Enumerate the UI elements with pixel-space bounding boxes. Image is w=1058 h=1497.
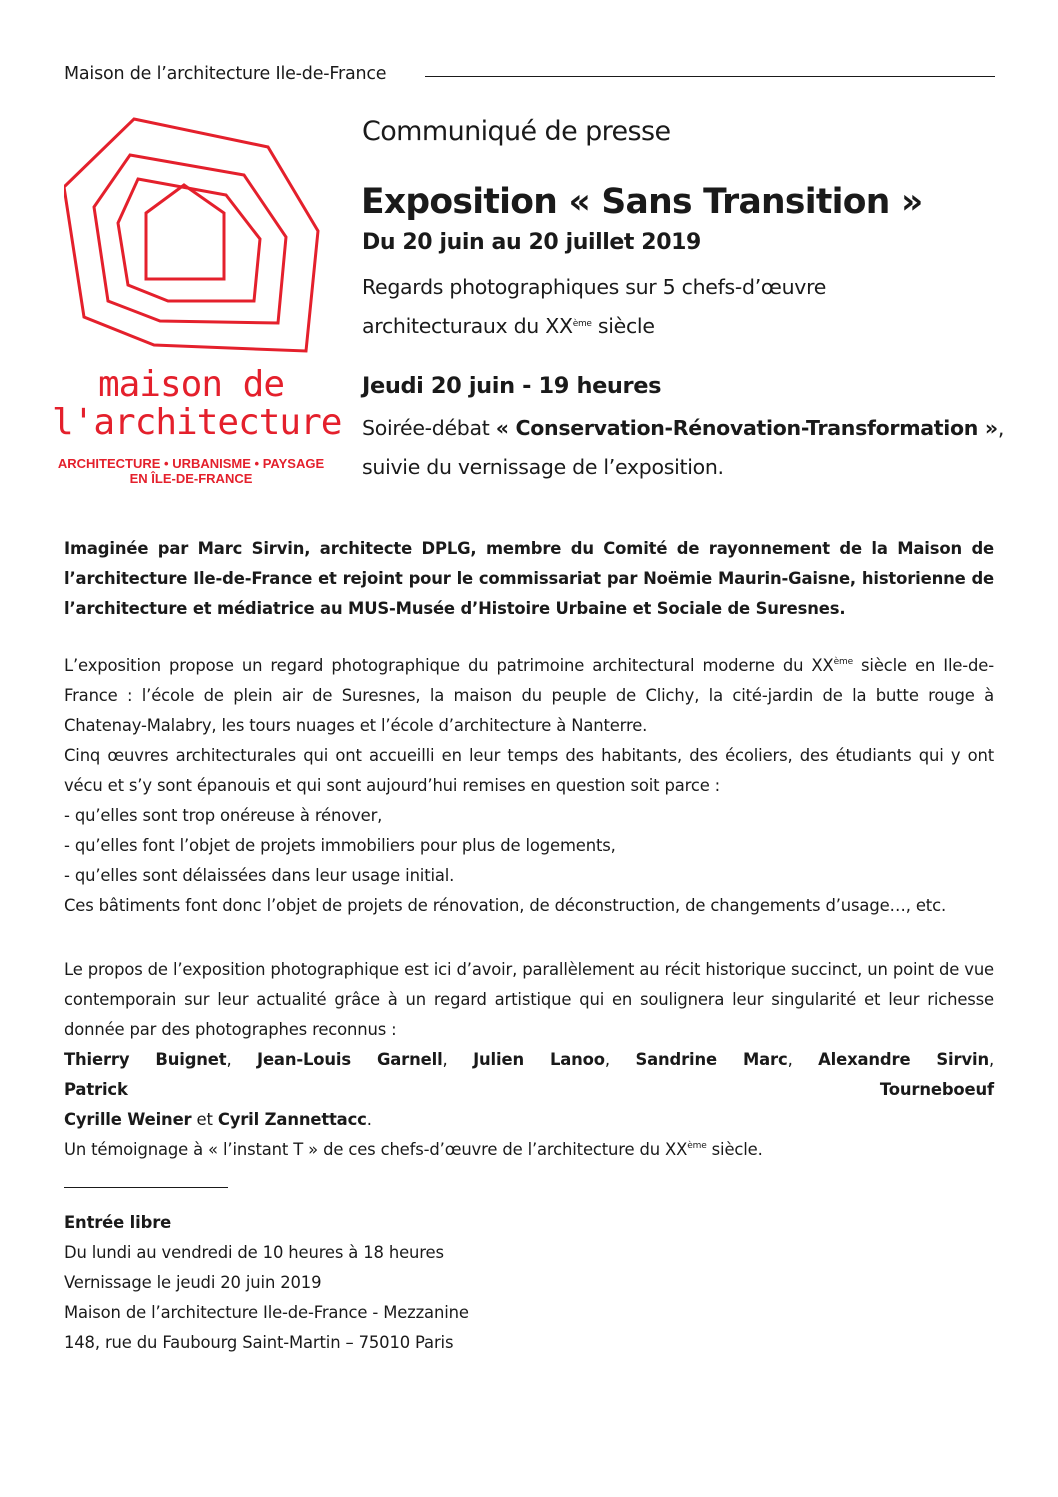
venue-name: Maison de l’architecture Ile-de-France - Mezzanine <box>64 1303 469 1322</box>
event-description <box>362 409 1012 487</box>
exhibition-dates: Du 20 juin au 20 juillet 2019 <box>362 230 701 255</box>
exhibition-subtitle <box>362 268 982 346</box>
photographer-name: Alexandre Sirvin <box>818 1050 989 1069</box>
header-rule <box>425 76 995 77</box>
list-separator: , <box>988 1050 995 1069</box>
closing-line <box>64 1135 994 1165</box>
photographers-line1 <box>64 1045 994 1105</box>
exhibition-purpose <box>64 955 994 1165</box>
photographer-name: Sandrine Marc <box>635 1050 788 1069</box>
description-conclusion: Ces bâtiments font donc l’objet de projets de rénovation, de déconstruction, de changements d’usage…, etc. <box>64 896 947 915</box>
event-desc-start: Soirée-débat <box>362 416 496 440</box>
list-end: . <box>366 1110 372 1129</box>
bullet-item: - qu’elles sont trop onéreuse à rénover, <box>64 806 383 825</box>
practical-info <box>64 1208 469 1358</box>
list-separator: , <box>787 1050 819 1069</box>
list-separator: , <box>226 1050 257 1069</box>
logo-wordmark-line1: maison de <box>97 364 285 405</box>
exhibition-description <box>64 651 994 921</box>
subtitle-line2: architecturaux du XX <box>362 314 573 338</box>
description-works: Cinq œuvres architecturales qui ont accueilli en leur temps des habitants, des écoliers, des étudiants qui y ont vécu et s’y sont épanouis et qui sont aujourd’hui remises en question soit parce : <box>64 746 994 795</box>
purpose-text: Le propos de l’exposition photographique est ici d’avoir, parallèlement au récit historique succinct, un point de vue contemporain sur leur actualité grâce à un regard artistique qui en soulignera leur singularité et leur richesse donnée par des photographes reconnus : <box>64 960 994 1039</box>
subtitle-line2-end: siècle <box>591 314 655 338</box>
list-separator: et <box>191 1110 218 1129</box>
photographer-name: Cyril Zannettacc <box>217 1110 367 1129</box>
photographer-name: Cyrille Weiner <box>64 1110 192 1129</box>
photographer-name: Patrick Tourneboeuf <box>64 1080 994 1099</box>
description-intro <box>64 651 994 741</box>
photographer-name: Jean-Louis Garnell <box>257 1050 443 1069</box>
entry-free: Entrée libre <box>64 1213 172 1232</box>
bullet-item: - qu’elles font l’objet de projets immobiliers pour plus de logements, <box>64 836 616 855</box>
description-sup: ème <box>833 657 853 667</box>
bullet-item: - qu’elles sont délaissées dans leur usage initial. <box>64 866 455 885</box>
photographer-name: Thierry Buignet <box>64 1050 227 1069</box>
press-release-label: Communiqué de presse <box>362 116 671 147</box>
venue-address: 148, rue du Faubourg Saint-Martin – 75010 Paris <box>64 1333 454 1352</box>
event-date: Jeudi 20 juin - 19 heures <box>362 373 662 399</box>
list-separator: , <box>604 1050 636 1069</box>
event-desc-end: , suivie du vernissage de l’exposition. <box>362 416 1005 479</box>
photographers-line2 <box>64 1105 994 1135</box>
list-separator: , <box>442 1050 474 1069</box>
subtitle-sup: ème <box>572 319 592 329</box>
closing-sup: ème <box>687 1141 707 1151</box>
subtitle-line1: Regards photographiques sur 5 chefs-d’œuvre <box>362 275 827 299</box>
closing-b: siècle. <box>706 1140 763 1159</box>
closing-a: Un témoignage à « l’instant T » de ces chefs-d’œuvre de l’architecture du XX <box>64 1140 688 1159</box>
exhibition-title: Exposition « Sans Transition » <box>361 182 923 222</box>
logo-tagline-1: ARCHITECTURE • URBANISME • PAYSAGE <box>57 456 325 471</box>
description-intro-a: L’exposition propose un regard photographique du patrimoine architectural moderne du XX <box>64 656 834 675</box>
description-intro-b: siècle en Ile-de-France : l’école de plein air de Suresnes, la maison du peuple de Clichy, la cité-jardin de la butte rouge à Chatenay-Malabry, les tours nuages et l’école d’architecture à Nanterre. <box>64 656 994 735</box>
intro-paragraph: Imaginée par Marc Sirvin, architecte DPLG, membre du Comité de rayonnement de la Maison de l’architecture Ile-de-France et rejoint pour le commissariat par Noëmie Maurin-Gaisne, historienne de l’architecture et médiatrice au MUS-Musée d’Histoire Urbaine et Sociale de Suresnes. <box>64 539 994 618</box>
header-org-name: Maison de l’architecture Ile-de-France <box>64 64 387 84</box>
footer-rule <box>64 1187 228 1188</box>
logo-house-icon <box>64 115 320 355</box>
vernissage-date: Vernissage le jeudi 20 juin 2019 <box>64 1273 322 1292</box>
photographers-list <box>64 1045 994 1135</box>
event-title: « Conservation-Rénovation-Transformation » <box>495 416 998 440</box>
photographer-name: Julien Lanoo <box>473 1050 605 1069</box>
opening-hours: Du lundi au vendredi de 10 heures à 18 heures <box>64 1243 444 1262</box>
logo-tagline-2: EN ÎLE-DE-FRANCE <box>129 471 253 486</box>
logo-wordmark-line2: l'architecture <box>52 402 342 443</box>
